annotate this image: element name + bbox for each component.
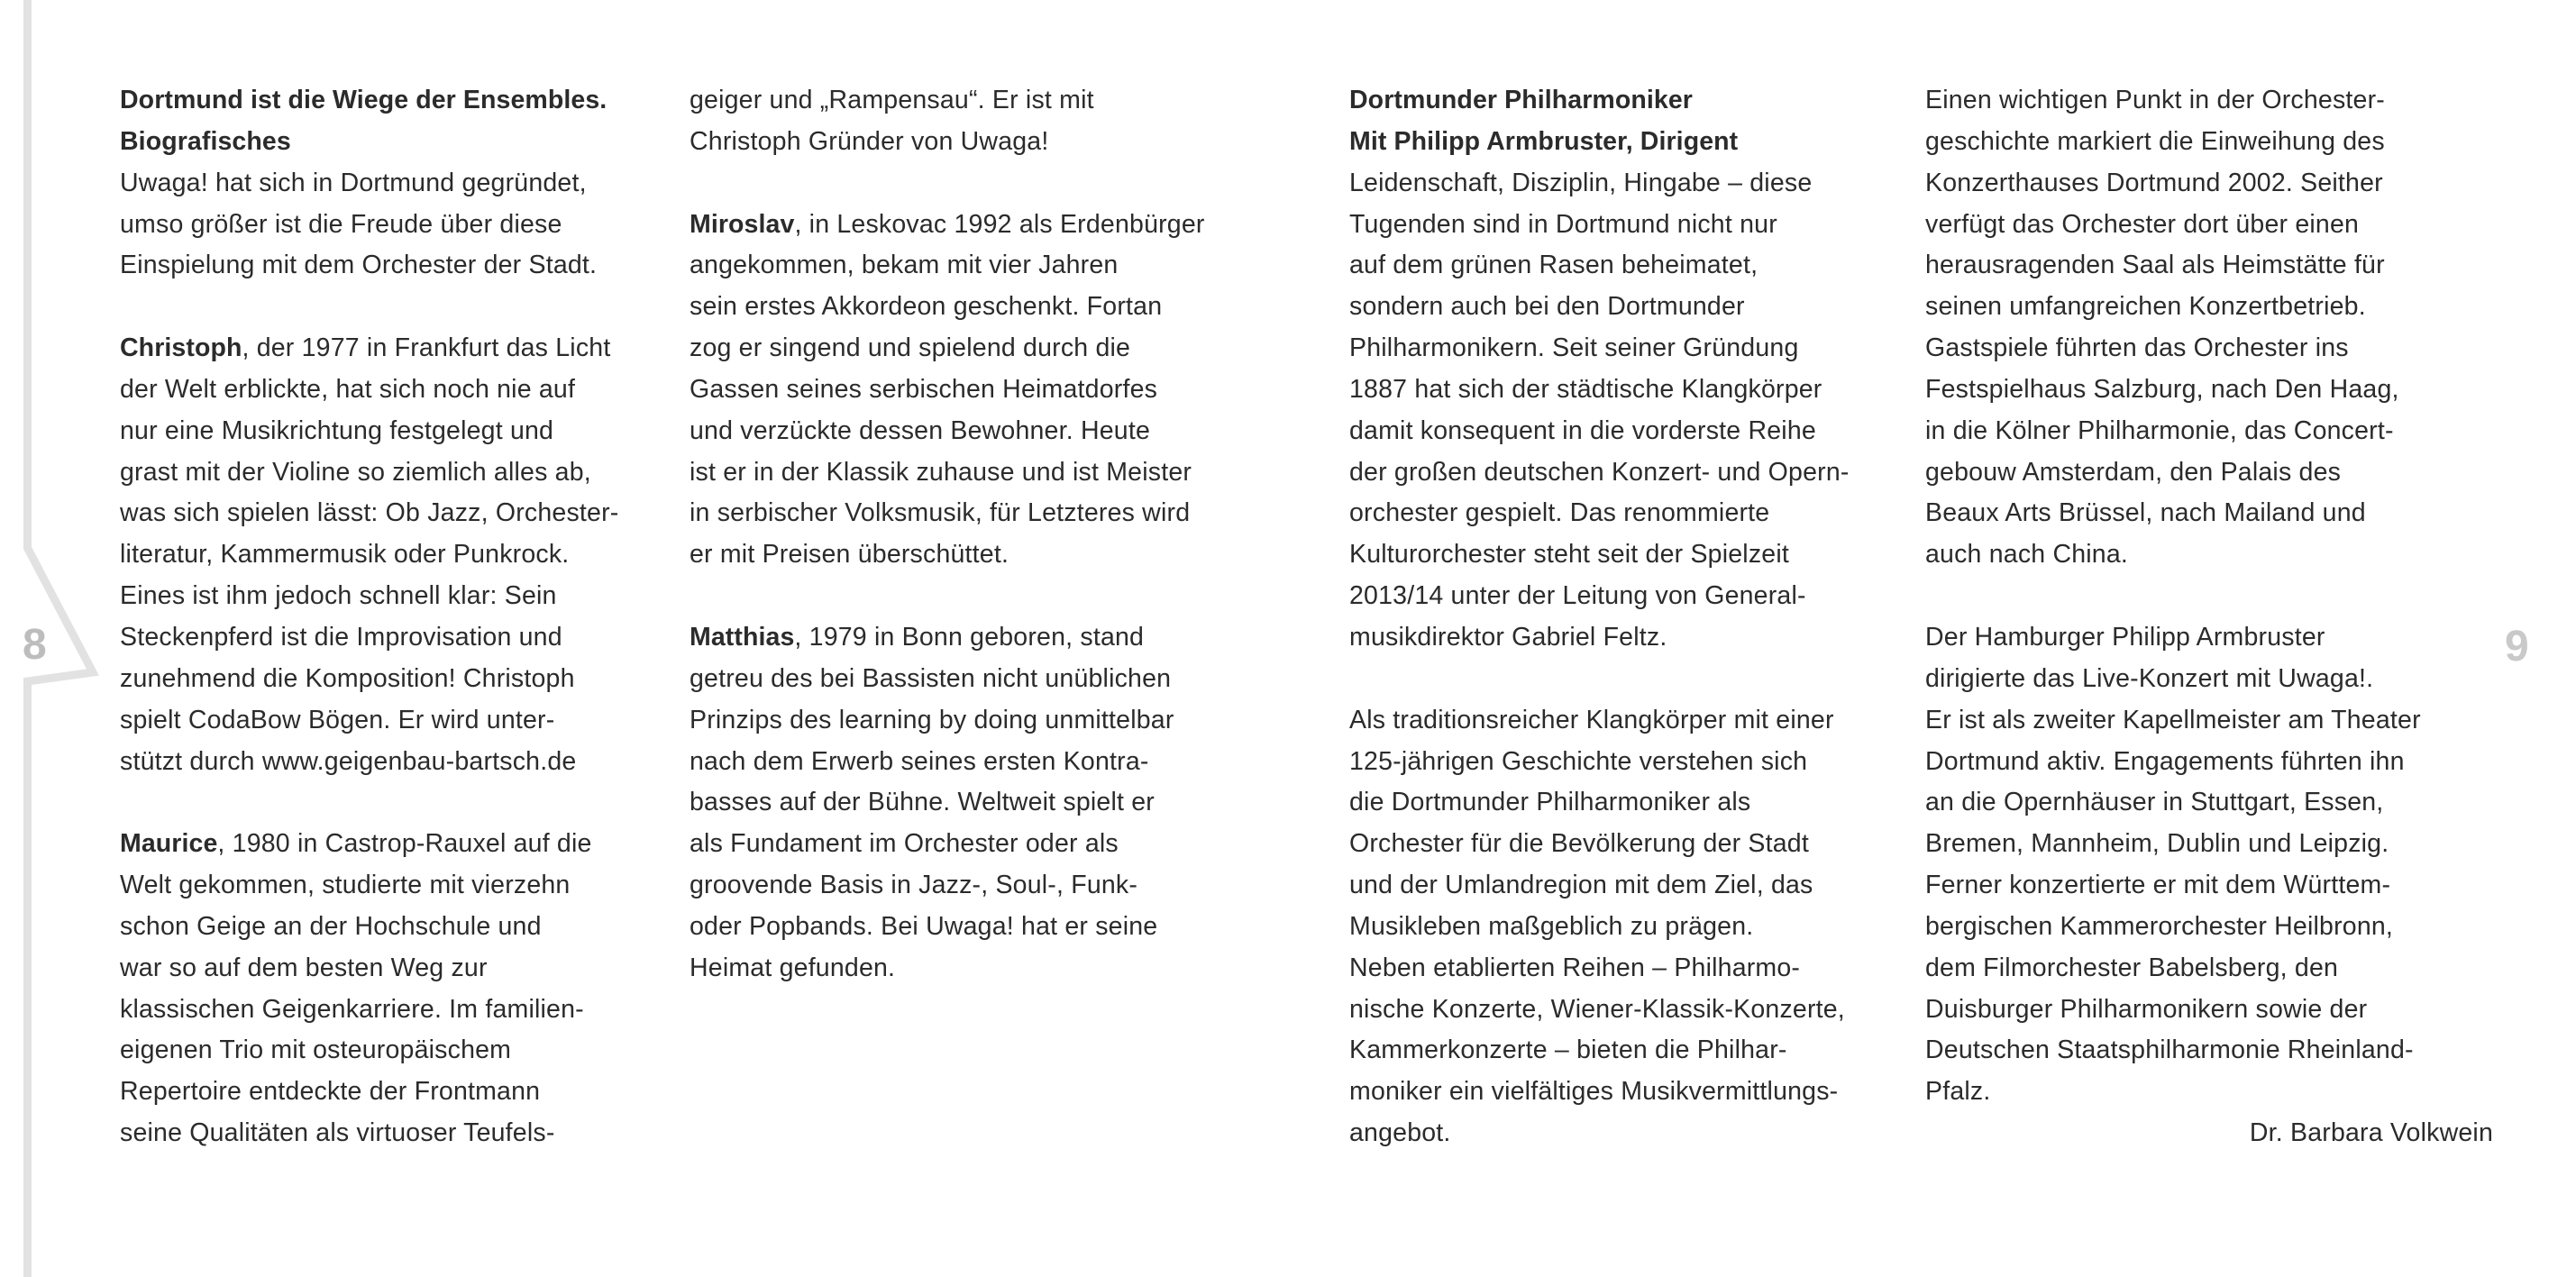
text-line [120, 576, 677, 617]
text-line [1925, 948, 2493, 990]
text-line [120, 865, 677, 907]
text-line [690, 782, 1274, 824]
text-line [690, 700, 1274, 742]
line-text: Pfalz. [1925, 1077, 1991, 1107]
run-in-bold: Miroslav [690, 209, 795, 239]
line-text: ist er in der Klassik zuhause und ist Meister [690, 457, 1192, 487]
line-text: musikdirektor Gabriel Feltz. [1349, 622, 1667, 652]
line-text: Konzerthauses Dortmund 2002. Seither [1925, 168, 2383, 197]
text-line [120, 287, 677, 328]
line-text: Einspielung mit dem Orchester der Stadt. [120, 251, 598, 280]
line-text: in serbischer Volksmusik, für Letzteres wird [690, 498, 1191, 528]
text-line [1349, 287, 1917, 328]
line-text: Christoph Gründer von Uwaga! [690, 126, 1049, 156]
text-line [690, 907, 1274, 948]
text-line [120, 1113, 677, 1154]
text-line [1349, 122, 1917, 163]
line-text: Welt gekommen, studierte mit vierzehn [120, 871, 571, 900]
line-text: Kulturorchester steht seit der Spielzeit [1349, 540, 1789, 570]
line-text: auf dem grünen Rasen beheimatet, [1349, 251, 1758, 280]
text-line [120, 80, 677, 122]
text-line [1925, 369, 2493, 411]
line-text: angekommen, bekam mit vier Jahren [690, 251, 1119, 280]
text-line [120, 493, 677, 534]
text-line [1349, 1030, 1917, 1072]
text-line [690, 948, 1274, 990]
text-line [120, 824, 677, 865]
text-line [120, 122, 677, 163]
line-text: Er ist als zweiter Kapellmeister am Theater [1925, 705, 2421, 734]
text-line [1925, 493, 2493, 534]
text-line [1349, 742, 1917, 783]
text-line [690, 287, 1274, 328]
text-line [1925, 742, 2493, 783]
line-text: verfügt das Orchester dort über einen [1925, 209, 2360, 239]
text-line [1349, 907, 1917, 948]
line-text: Heimat gefunden. [690, 953, 896, 982]
line-text: Gassen seines serbischen Heimatdorfes [690, 374, 1158, 404]
line-text: zog er singend und spielend durch die [690, 333, 1131, 363]
run-in-bold: Dortmund ist die Wiege der Ensembles. [120, 86, 607, 114]
text-line [690, 617, 1274, 659]
run-in-bold: Christoph [120, 333, 242, 363]
line-text: eigenen Trio mit osteuropäischem [120, 1035, 512, 1065]
line-text: herausragenden Saal als Heimstätte für [1925, 251, 2385, 280]
line-text: sein erstes Akkordeon geschenkt. Fortan [690, 292, 1163, 322]
text-line [1925, 1072, 2493, 1113]
text-line [690, 369, 1274, 411]
text-line [1925, 1113, 2493, 1154]
line-text: angebot. [1349, 1118, 1451, 1148]
text-line [1925, 534, 2493, 576]
line-text: Repertoire entdeckte der Frontmann [120, 1077, 541, 1107]
line-text: Uwaga! hat sich in Dortmund gegründet, [120, 168, 587, 197]
line-text: zunehmend die Komposition! Christoph [120, 663, 575, 693]
text-line [1925, 452, 2493, 494]
text-line [1349, 369, 1917, 411]
line-text: Dortmund aktiv. Engagements führten ihn [1925, 746, 2405, 776]
text-line [1925, 205, 2493, 246]
line-text: , in Leskovac 1992 als Erdenbürger [794, 209, 1205, 239]
text-line [690, 122, 1274, 163]
text-line [1925, 700, 2493, 742]
text-line [120, 782, 677, 824]
line-text: Beaux Arts Brüssel, nach Mailand und [1925, 498, 2366, 528]
line-text: Kammerkonzerte – bieten die Philhar- [1349, 1035, 1787, 1065]
text-line [690, 659, 1274, 700]
line-text: auch nach China. [1925, 540, 2129, 570]
line-text: der großen deutschen Konzert- und Opern- [1349, 457, 1850, 487]
text-line [1925, 907, 2493, 948]
text-line [1925, 659, 2493, 700]
text-line [1349, 205, 1917, 246]
text-line [690, 742, 1274, 783]
line-text: geiger und „Rampensau“. Er ist mit [690, 86, 1094, 114]
text-line [1349, 534, 1917, 576]
text-line [690, 163, 1274, 205]
text-line [120, 205, 677, 246]
line-text: in die Kölner Philharmonie, das Concert- [1925, 415, 2394, 445]
line-text: gebouw Amsterdam, den Palais des [1925, 457, 2342, 487]
line-text: Einen wichtigen Punkt in der Orchester- [1925, 86, 2385, 114]
text-line [1349, 990, 1917, 1031]
line-text: was sich spielen lässt: Ob Jazz, Orchester- [120, 498, 619, 528]
text-line [1925, 163, 2493, 205]
text-line [1349, 617, 1917, 659]
line-text: an die Opernhäuser in Stuttgart, Essen, [1925, 788, 2384, 817]
run-in-bold: Maurice [120, 829, 218, 859]
line-text: er mit Preisen überschüttet. [690, 540, 1009, 570]
run-in-bold: Biografisches [120, 126, 291, 156]
text-line [120, 742, 677, 783]
line-text: moniker ein vielfältiges Musikvermittlungs- [1349, 1077, 1839, 1107]
line-text: Ferner konzertierte er mit dem Württem- [1925, 871, 2391, 900]
text-line [1925, 245, 2493, 287]
line-text: der Welt erblickte, hat sich noch nie auf [120, 374, 576, 404]
line-text: und der Umlandregion mit dem Ziel, das [1349, 871, 1813, 900]
text-line [690, 493, 1274, 534]
line-text: als Fundament im Orchester oder als [690, 829, 1119, 859]
run-in-bold: Matthias [690, 622, 795, 652]
text-column-2 [690, 80, 1274, 990]
text-line [690, 576, 1274, 617]
text-column-4 [1925, 80, 2493, 1154]
line-text: und verzückte dessen Bewohner. Heute [690, 415, 1151, 445]
text-line [1349, 1072, 1917, 1113]
text-column-1 [120, 80, 677, 1154]
page-number-right: 9 [2505, 623, 2529, 670]
line-text: Duisburger Philharmonikern sowie der [1925, 994, 2368, 1024]
text-line [1349, 80, 1917, 122]
line-text: nische Konzerte, Wiener-Klassik-Konzerte, [1349, 994, 1845, 1024]
line-text: , 1980 in Castrop-Rauxel auf die [217, 829, 592, 859]
text-line [1349, 493, 1917, 534]
line-text: Leidenschaft, Disziplin, Hingabe – diese [1349, 168, 1813, 197]
text-line [690, 411, 1274, 452]
line-text: 1887 hat sich der städtische Klangkörper [1349, 374, 1822, 404]
text-line [1349, 328, 1917, 369]
text-line [1925, 576, 2493, 617]
line-text: groovende Basis in Jazz-, Soul-, Funk- [690, 871, 1138, 900]
line-text: Orchester für die Bevölkerung der Stadt [1349, 829, 1809, 859]
text-line [120, 948, 677, 990]
line-text: Eines ist ihm jedoch schnell klar: Sein [120, 581, 557, 611]
line-text: klassischen Geigenkarriere. Im familien- [120, 994, 584, 1024]
text-line [120, 700, 677, 742]
line-text: Philharmonikern. Seit seiner Gründung [1349, 333, 1799, 363]
text-line [690, 328, 1274, 369]
line-text: oder Popbands. Bei Uwaga! hat er seine [690, 911, 1158, 941]
text-line [120, 990, 677, 1031]
line-text: , 1979 in Bonn geboren, stand [794, 622, 1145, 652]
run-in-bold: Dortmunder Philharmoniker [1349, 86, 1693, 114]
text-line [1925, 865, 2493, 907]
line-text: Dr. Barbara Volkwein [2249, 1118, 2493, 1148]
text-line [1925, 990, 2493, 1031]
line-text: umso größer ist die Freude über diese [120, 209, 562, 239]
line-text: getreu des bei Bassisten nicht unüblichen [690, 663, 1172, 693]
text-line [1925, 328, 2493, 369]
line-text: war so auf dem besten Weg zur [120, 953, 488, 982]
text-line [120, 1072, 677, 1113]
text-line [1349, 245, 1917, 287]
line-text: 125-jährigen Geschichte verstehen sich [1349, 746, 1808, 776]
text-line [1349, 782, 1917, 824]
text-line [690, 452, 1274, 494]
line-text: Prinzips des learning by doing unmittelbar [690, 705, 1174, 734]
line-text: bergischen Kammerorchester Heilbronn, [1925, 911, 2394, 941]
line-text: stützt durch www.geigenbau-bartsch.de [120, 746, 577, 776]
line-text: Musikleben maßgeblich zu prägen. [1349, 911, 1754, 941]
line-text: seine Qualitäten als virtuoser Teufels- [120, 1118, 555, 1148]
line-text: geschichte markiert die Einweihung des [1925, 126, 2385, 156]
text-line [690, 80, 1274, 122]
line-text: literatur, Kammermusik oder Punkrock. [120, 540, 570, 570]
text-line [1925, 782, 2493, 824]
text-line [120, 411, 677, 452]
line-text: Festspielhaus Salzburg, nach Den Haag, [1925, 374, 2399, 404]
text-line [120, 452, 677, 494]
line-text: 2013/14 unter der Leitung von General- [1349, 581, 1806, 611]
text-line [1349, 659, 1917, 700]
line-text: seinen umfangreichen Konzertbetrieb. [1925, 292, 2366, 322]
line-text: Der Hamburger Philipp Armbruster [1925, 622, 2325, 652]
text-line [1349, 865, 1917, 907]
left-edge-rule-chevron [0, 0, 117, 1277]
line-text: grast mit der Violine so ziemlich alles ab, [120, 457, 591, 487]
line-text: Als traditionsreicher Klangkörper mit einer [1349, 705, 1834, 734]
line-text: die Dortmunder Philharmoniker als [1349, 788, 1751, 817]
text-line [120, 907, 677, 948]
text-line [1349, 700, 1917, 742]
line-text: sondern auch bei den Dortmunder [1349, 292, 1745, 322]
text-line [120, 163, 677, 205]
text-line [1925, 287, 2493, 328]
text-line [120, 534, 677, 576]
text-line [1925, 1030, 2493, 1072]
text-line [120, 245, 677, 287]
line-text: basses auf der Bühne. Weltweit spielt er [690, 788, 1155, 817]
text-line [1349, 452, 1917, 494]
line-text: Deutschen Staatsphilharmonie Rheinland- [1925, 1035, 2414, 1065]
line-text: Steckenpferd ist die Improvisation und [120, 622, 562, 652]
text-line [690, 824, 1274, 865]
line-text: orchester gespielt. Das renommierte [1349, 498, 1770, 528]
line-text: dirigierte das Live-Konzert mit Uwaga!. [1925, 663, 2374, 693]
text-line [1349, 163, 1917, 205]
text-line [1925, 122, 2493, 163]
text-line [1925, 411, 2493, 452]
line-text: nur eine Musikrichtung festgelegt und [120, 415, 554, 445]
line-text: Bremen, Mannheim, Dublin und Leipzig. [1925, 829, 2389, 859]
line-text: Tugenden sind in Dortmund nicht nur [1349, 209, 1777, 239]
line-text: dem Filmorchester Babelsberg, den [1925, 953, 2339, 982]
text-line [120, 1030, 677, 1072]
line-text: , der 1977 in Frankfurt das Licht [242, 333, 611, 363]
text-line [690, 865, 1274, 907]
line-text: Gastspiele führten das Orchester ins [1925, 333, 2349, 363]
text-line [1925, 617, 2493, 659]
line-text: schon Geige an der Hochschule und [120, 911, 542, 941]
page-number-left: 8 [23, 621, 47, 669]
text-line [120, 617, 677, 659]
line-text: nach dem Erwerb seines ersten Kontra- [690, 746, 1149, 776]
line-text: Neben etablierten Reihen – Philharmo- [1349, 953, 1801, 982]
text-line [690, 205, 1274, 246]
text-column-3 [1349, 80, 1917, 1154]
line-text: spielt CodaBow Bögen. Er wird unter- [120, 705, 555, 734]
text-line [1925, 824, 2493, 865]
text-line [120, 369, 677, 411]
text-line [690, 245, 1274, 287]
text-line [1349, 1113, 1917, 1154]
text-line [1349, 411, 1917, 452]
text-line [120, 659, 677, 700]
text-line [1349, 824, 1917, 865]
text-line [120, 328, 677, 369]
line-text: damit konsequent in die vorderste Reihe [1349, 415, 1816, 445]
run-in-bold: Mit Philipp Armbruster, Dirigent [1349, 126, 1739, 156]
text-line [1925, 80, 2493, 122]
text-line [690, 534, 1274, 576]
text-line [1349, 576, 1917, 617]
text-line [1349, 948, 1917, 990]
